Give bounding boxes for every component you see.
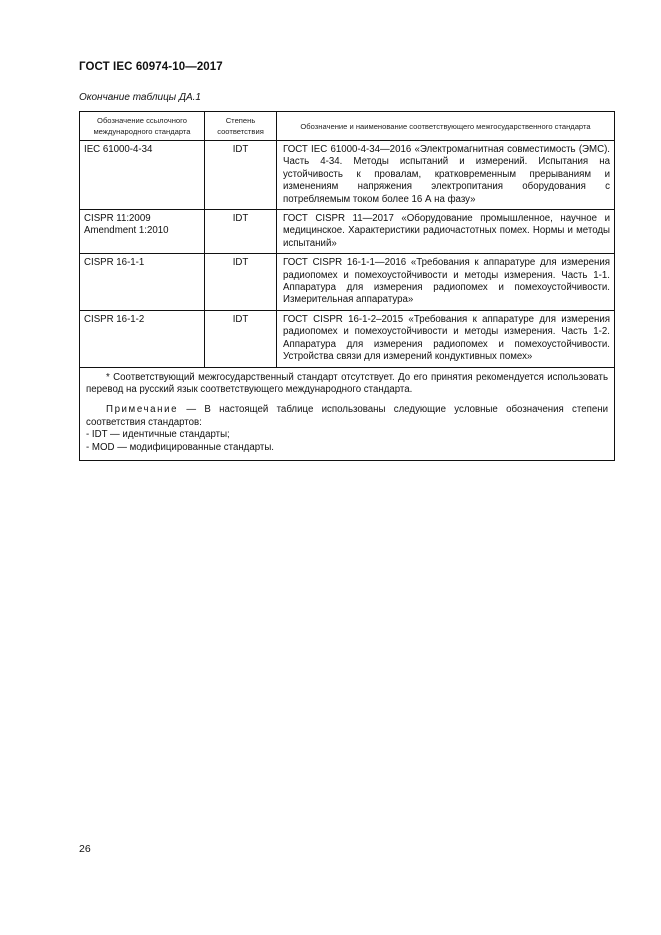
table-row bbox=[80, 254, 615, 311]
table-caption: Окончание таблицы ДА.1 bbox=[79, 92, 201, 103]
table-row bbox=[80, 210, 615, 254]
reference-cell: IEC 61000-4-34 bbox=[80, 141, 205, 210]
degree-cell: IDT bbox=[205, 210, 277, 254]
reference-cell: CISPR 16-1-1 bbox=[80, 254, 205, 311]
designation-cell: ГОСТ CISPR 16-1-1—2016 «Требования к аппаратуре для измерения радиопомех и помехоустойчивости и методы измерения. Часть 1-1. Аппаратура для измерения радиопомех и помехоустойчивости. Измерительная аппаратура» bbox=[277, 254, 615, 311]
reference-cell: CISPR 11:2009 Amendment 1:2010 bbox=[80, 210, 205, 254]
reference-cell: CISPR 16-1-2 bbox=[80, 310, 205, 367]
column-header-degree: Степень соответствия bbox=[205, 112, 277, 141]
note-label: Примечание bbox=[106, 404, 179, 416]
designation-cell: ГОСТ CISPR 16-1-2–2015 «Требования к аппаратуре для измерения радиопомех и помехоустойчивости и методы измерения. Часть 1-2. Аппаратура для измерения радиопомех и помехоустойчивости. Устройства связи для измерений кондуктивных помех» bbox=[277, 310, 615, 367]
degree-cell: IDT bbox=[205, 141, 277, 210]
note-item-idt: - IDT — идентичные стандарты; bbox=[86, 429, 230, 441]
footnote: * Соответствующий межгосударственный стандарт отсутствует. До его принятия рекомендуется использовать перевод на русский язык соответствующего международного стандарта. bbox=[86, 371, 608, 395]
standards-table bbox=[79, 111, 615, 461]
column-header-designation: Обозначение и наименование соответствующего межгосударственного стандарта bbox=[277, 112, 615, 141]
degree-cell: IDT bbox=[205, 254, 277, 311]
column-header-reference: Обозначение ссылочного международного стандарта bbox=[80, 112, 205, 141]
page-number: 26 bbox=[79, 843, 91, 855]
table-row bbox=[80, 310, 615, 367]
degree-cell: IDT bbox=[205, 310, 277, 367]
note bbox=[86, 404, 608, 429]
document-header: ГОСТ IEC 60974-10—2017 bbox=[79, 61, 223, 73]
note-item-mod: - MOD — модифицированные стандарты. bbox=[86, 441, 274, 453]
table-notes bbox=[80, 367, 615, 460]
note-text: — В настоящей таблице использованы следующие условные обозначения степени соответствия стандартов: bbox=[86, 404, 608, 428]
table-footer-row bbox=[80, 367, 615, 460]
table-header-row bbox=[80, 112, 615, 141]
designation-cell: ГОСТ CISPR 11—2017 «Оборудование промышленное, научное и медицинское. Характеристики радиочастотных помех. Нормы и методы испытаний» bbox=[277, 210, 615, 254]
table-row bbox=[80, 141, 615, 210]
designation-cell: ГОСТ IEC 61000-4-34—2016 «Электромагнитная совместимость (ЭМС). Часть 4-34. Методы испытаний и измерений. Испытания на устойчивость к провалам, кратковременным прерываниям и изменениям напряжения электропитания оборудования с потребляемым током более 16 А на фазу» bbox=[277, 141, 615, 210]
